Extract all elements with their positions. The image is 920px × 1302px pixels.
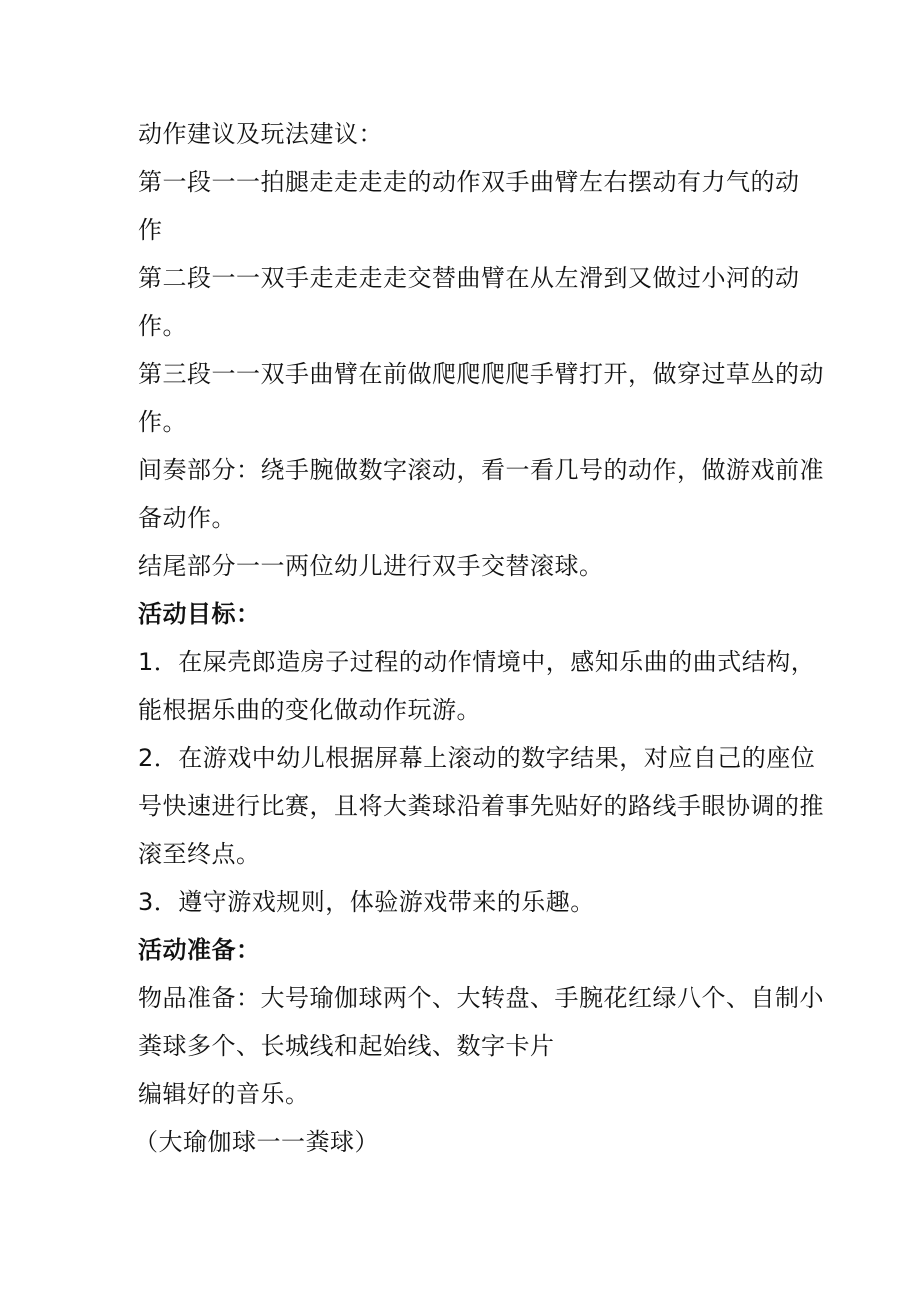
text-line: 结尾部分一一两位幼儿进行双手交替滚球。 (138, 552, 604, 580)
text-line: 3．遵守游戏规则，体验游戏带来的乐趣。 (138, 888, 595, 916)
text-line: 2．在游戏中幼儿根据屏幕上滚动的数字结果，对应自己的座位 (138, 744, 816, 772)
text-line: 第二段一一双手走走走走交替曲臂在从左滑到又做过小河的动 (138, 264, 800, 292)
text-line: 作 (138, 216, 163, 244)
document-body (134, 110, 824, 1166)
text-line: 1．在屎壳郎造房子过程的动作情境中，感知乐曲的曲式结构， (138, 648, 816, 676)
text-line: 能根据乐曲的变化做动作玩游。 (138, 696, 481, 724)
text-line: 粪球多个、长城线和起始线、数字卡片 (138, 1032, 555, 1060)
text-line: 滚至终点。 (138, 840, 261, 868)
text-line: 号快速进行比赛，且将大粪球沿着事先贴好的路线手眼协调的推 (138, 792, 824, 820)
section-heading: 活动目标： (138, 600, 261, 628)
text-line: 编辑好的音乐。 (138, 1080, 310, 1108)
section-heading: 活动准备： (138, 936, 261, 964)
text-line: 作。 (138, 408, 187, 436)
text-line: 备动作。 (138, 504, 236, 532)
text-line: 第三段一一双手曲臂在前做爬爬爬爬手臂打开，做穿过草丛的动 (138, 360, 824, 388)
text-line: 第一段一一拍腿走走走走的动作双手曲臂左右摆动有力气的动 (138, 168, 800, 196)
text-line: 物品准备：大号瑜伽球两个、大转盘、手腕花红绿八个、自制小 (138, 984, 824, 1012)
text-line: （大瑜伽球一一粪球） (134, 1128, 379, 1156)
text-line: 间奏部分：绕手腕做数字滚动，看一看几号的动作，做游戏前准 (138, 456, 824, 484)
text-line: 作。 (138, 312, 187, 340)
text-line: 动作建议及玩法建议： (138, 120, 383, 148)
